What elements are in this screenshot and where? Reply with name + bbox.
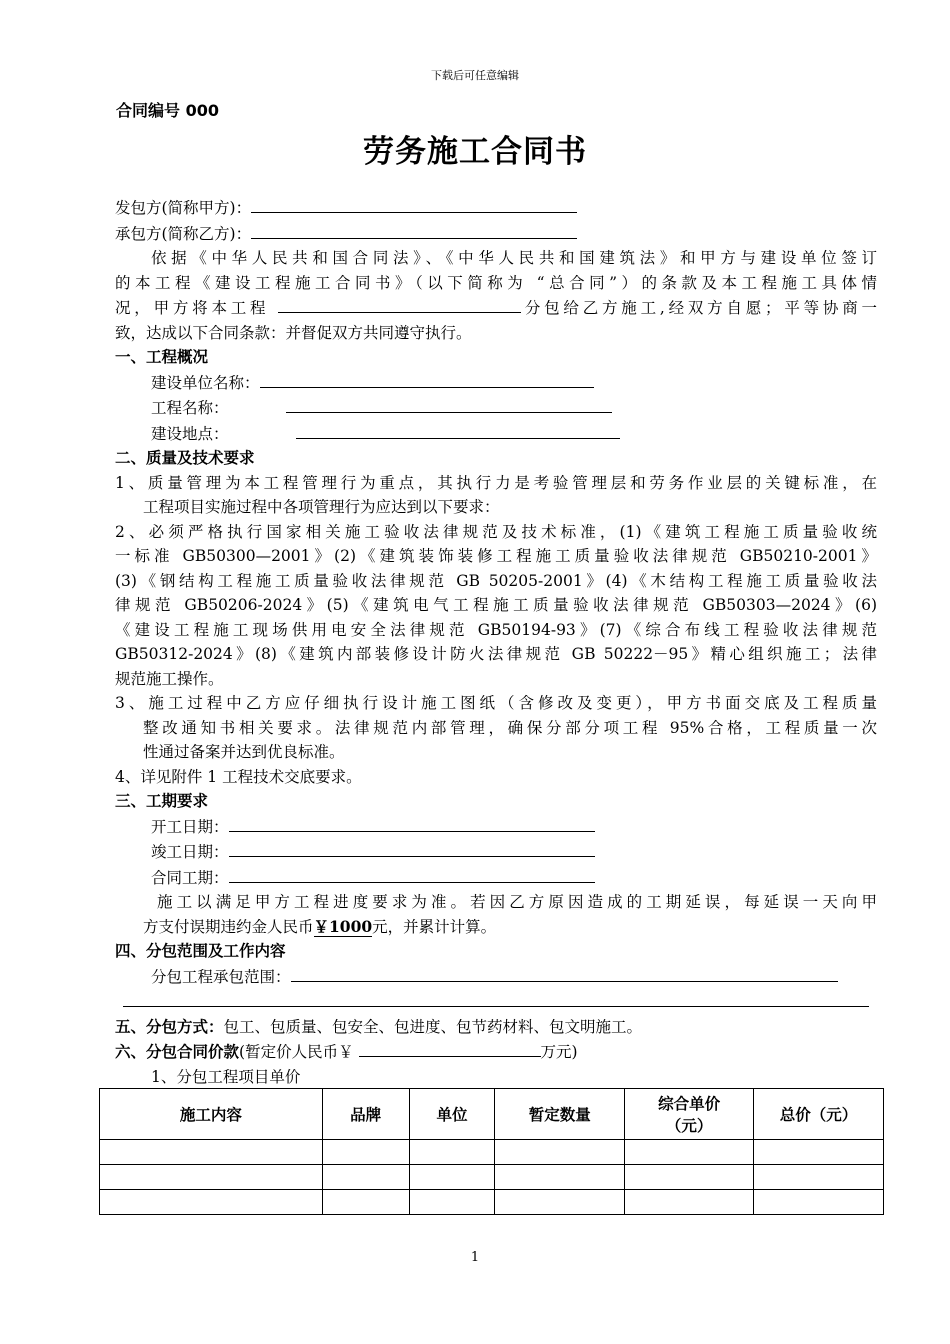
location-field[interactable] — [296, 421, 620, 439]
item2-line-2: 一标准 GB50300—2001》(2)《建筑装饰装修工程施工质量验收法律规范 GB50210-2001》 — [115, 547, 877, 565]
table-cell[interactable] — [754, 1165, 884, 1190]
section6-text-b: 万元) — [540, 1043, 578, 1061]
intro-line-4: 致，达成以下合同条款：并督促双方共同遵守执行。 — [115, 323, 472, 342]
owner-line — [115, 370, 877, 396]
section6-sub1: 1、分包工程项目单价 — [151, 1067, 301, 1086]
intro-line-3 — [115, 295, 877, 321]
penalty-line-2 — [115, 915, 877, 940]
table-cell[interactable] — [754, 1190, 884, 1215]
intro-line-3b: 分包给乙方施工,经双方自愿；平等协商一 — [521, 299, 877, 317]
table-cell[interactable] — [100, 1190, 323, 1215]
table-row — [100, 1140, 884, 1165]
col-header-unit: 单位 — [409, 1089, 495, 1140]
penalty-line-2b: 元，并累计计算。 — [372, 917, 497, 936]
col-header-unit-price: 综合单价（元） — [625, 1089, 754, 1140]
table-cell[interactable] — [322, 1165, 409, 1190]
project-field[interactable] — [286, 395, 612, 413]
project-name-field[interactable] — [278, 295, 521, 313]
section6-heading: 六、分包合同价款 — [115, 1043, 240, 1061]
party-a-line — [115, 195, 877, 221]
item2-line-4: 律规范 GB50206-2024》(5)《建筑电气工程施工质量验收法律规范 GB50303—2024》(6) — [115, 596, 877, 614]
scope-label: 分包工程承包范围： — [151, 967, 291, 986]
section6-text-a: (暂定价人民币￥ — [239, 1043, 354, 1061]
party-b-label: 承包方(简称乙方)： — [115, 224, 252, 243]
owner-label: 建设单位名称： — [151, 373, 260, 392]
document-title: 劳务施工合同书 — [363, 134, 587, 170]
item2-line-7: 规范施工操作。 — [115, 669, 224, 688]
item2-line-6: GB50312-2024》(8)《建筑内部装修设计防火法律规范 GB 50222－95》精心组织施工；法律 — [115, 645, 877, 663]
end-date-field[interactable] — [229, 839, 595, 857]
scope-field-2[interactable] — [123, 989, 869, 1007]
table-cell[interactable] — [625, 1165, 754, 1190]
intro-line-1: 依据《中华人民共和国合同法》、《中华人民共和国建筑法》和甲方与建设单位签订 — [151, 249, 877, 267]
location-line — [115, 421, 877, 447]
col-header-brand: 品牌 — [322, 1089, 409, 1140]
scope-line — [115, 964, 877, 990]
party-a-label: 发包方(简称甲方)： — [115, 199, 252, 217]
table-cell[interactable] — [495, 1165, 625, 1190]
section4-heading: 四、分包范围及工作内容 — [115, 942, 286, 960]
section3-heading: 三、工期要求 — [115, 792, 209, 810]
start-date-line — [115, 814, 877, 840]
section5-heading: 五、分包方式： — [115, 1017, 224, 1036]
item1-line-2: 工程项目实施过程中各项管理行为应达到以下要求： — [143, 498, 500, 516]
table-cell[interactable] — [495, 1140, 625, 1165]
duration-line — [115, 865, 877, 891]
table-cell[interactable] — [100, 1165, 323, 1190]
item2-line-3: (3)《钢结构工程施工质量验收法律规范 GB 50205-2001》(4)《木结构工程施工质量验收法 — [115, 571, 877, 590]
price-field[interactable] — [359, 1039, 541, 1057]
intro-line-2: 的本工程《建设工程施工合同书》（以下简称为 “总合同”）的条款及本工程施工具体情 — [115, 273, 877, 292]
table-header-row — [100, 1089, 884, 1140]
start-date-label: 开工日期： — [151, 817, 229, 836]
duration-label: 合同工期： — [151, 868, 229, 887]
table-row — [100, 1165, 884, 1190]
table-cell[interactable] — [322, 1190, 409, 1215]
owner-field[interactable] — [260, 370, 594, 388]
contract-body — [115, 195, 877, 1089]
penalty-amount: ￥1000 — [313, 916, 373, 936]
party-b-field[interactable] — [251, 221, 577, 239]
table-cell[interactable] — [409, 1140, 495, 1165]
section1-heading: 一、工程概况 — [115, 348, 209, 366]
item1-line-1: 1、质量管理为本工程管理行为重点，其执行力是考验管理层和劳务作业层的关键标准，在 — [115, 473, 877, 492]
project-line — [115, 395, 877, 421]
item3-line-2: 整改通知书相关要求。法律规范内部管理，确保分部分项工程 95%合格，工程质量一次 — [143, 718, 877, 737]
penalty-line-2a: 方支付误期违约金人民币 — [143, 917, 314, 936]
item3-line-3: 性通过备案并达到优良标准。 — [143, 743, 345, 761]
section5-text: 包工、包质量、包安全、包进度、包节药材料、包文明施工。 — [223, 1017, 643, 1036]
table-row — [100, 1190, 884, 1215]
col-header-total: 总价（元） — [754, 1089, 884, 1140]
intro-line-3a: 况，甲方将本工程 — [115, 299, 270, 317]
page-number: 1 — [470, 1250, 480, 1265]
col-header-quantity: 暂定数量 — [495, 1089, 625, 1140]
section2-heading: 二、质量及技术要求 — [115, 449, 255, 467]
table-cell[interactable] — [625, 1190, 754, 1215]
table-cell[interactable] — [409, 1190, 495, 1215]
scope-line-2 — [115, 989, 877, 1015]
duration-field[interactable] — [229, 865, 595, 883]
project-label: 工程名称： — [151, 399, 229, 417]
item4-line: 4、详见附件 1 工程技术交底要求。 — [115, 767, 362, 786]
item2-line-1: 2、必须严格执行国家相关施工验收法律规范及技术标准，(1)《建筑工程施工质量验收统 — [115, 522, 877, 541]
end-date-line — [115, 839, 877, 865]
table-cell[interactable] — [409, 1165, 495, 1190]
party-a-field[interactable] — [251, 195, 577, 213]
col-header-content: 施工内容 — [100, 1089, 323, 1140]
section6-line — [115, 1039, 877, 1065]
end-date-label: 竣工日期： — [151, 843, 229, 861]
table-cell[interactable] — [495, 1190, 625, 1215]
penalty-line-1: 施工以满足甲方工程进度要求为准。若因乙方原因造成的工期延误，每延误一天向甲 — [157, 893, 877, 911]
contract-number: 合同编号 000 — [116, 101, 219, 120]
table-cell[interactable] — [100, 1140, 323, 1165]
location-label: 建设地点： — [151, 424, 229, 443]
table-cell[interactable] — [322, 1140, 409, 1165]
scope-field[interactable] — [291, 964, 838, 982]
section5-line — [115, 1015, 877, 1040]
item3-line-1: 3、施工过程中乙方应仔细执行设计施工图纸（含修改及变更），甲方书面交底及工程质量 — [115, 694, 877, 712]
page-header-note: 下载后可任意编辑 — [431, 69, 519, 82]
start-date-field[interactable] — [229, 814, 595, 832]
item2-line-5: 《建设工程施工现场供用电安全法律规范 GB50194-93》(7)《综合布线工程验收法律规范 — [115, 620, 877, 639]
table-cell[interactable] — [754, 1140, 884, 1165]
unit-price-table — [99, 1088, 884, 1215]
table-cell[interactable] — [625, 1140, 754, 1165]
party-b-line — [115, 221, 877, 247]
